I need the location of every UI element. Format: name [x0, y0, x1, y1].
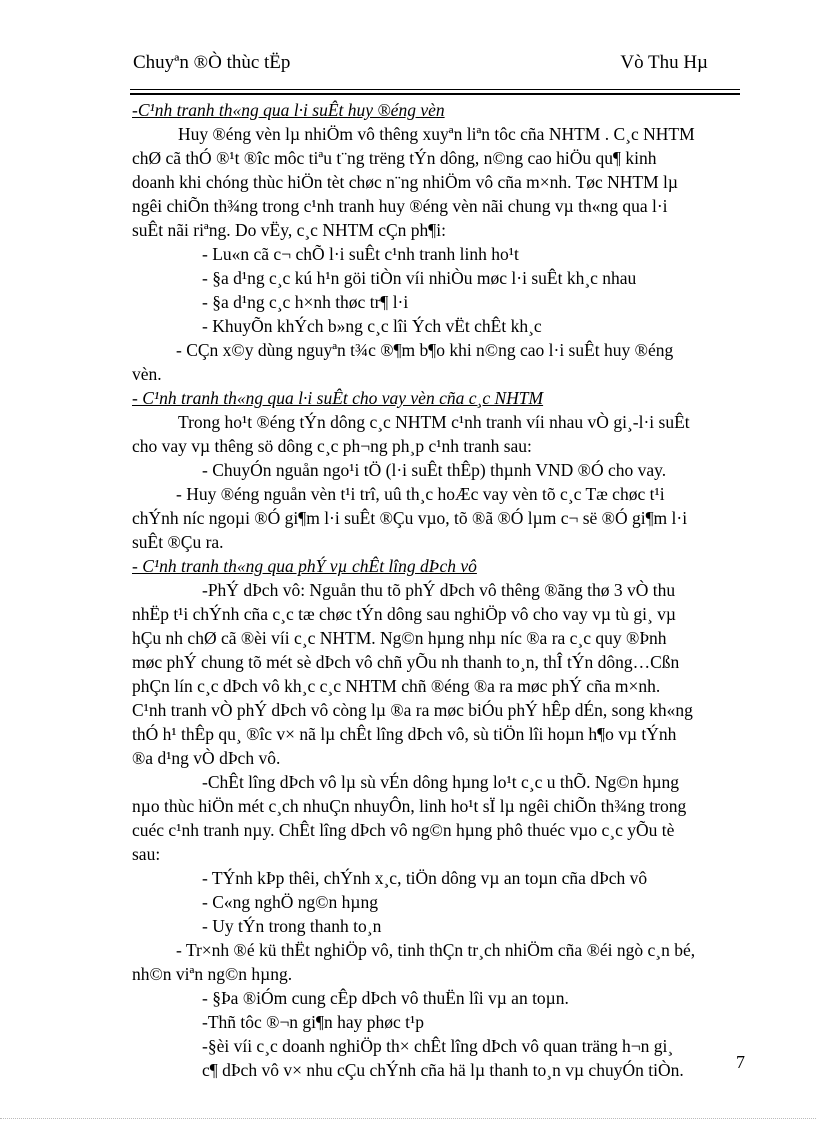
- paragraph-line: nhËp t¹i chÝnh cña c¸c tæ chøc tÝn dông sau nghiÖp vô cho vay vµ tù gi¸ vµ: [132, 604, 676, 624]
- paragraph-line: nh©n viªn ng©n hµng.: [132, 964, 293, 984]
- paragraph-line: sau:: [132, 844, 161, 864]
- list-item: - Lu«n cã c¬ chÕ l·i suÊt c¹nh tranh linh ho¹t: [202, 244, 519, 264]
- paragraph-line: cho vay vµ thêng sö dông c¸c ph¬ng ph¸p c¹nh tranh sau:: [132, 436, 532, 456]
- page-bottom-edge: [0, 1118, 816, 1119]
- list-item: -Thñ tôc ®¬n gi¶n hay phøc t¹p: [202, 1012, 424, 1032]
- section-heading: - C¹nh tranh th«ng qua l·i suÊt cho vay vèn cña c¸c NHTM: [132, 388, 544, 408]
- list-item: - CÇn x©y dùng nguyªn t¾c ®¶m b¶o khi n©ng cao l·i suÊt huy ®éng: [176, 340, 674, 360]
- paragraph-line: c¶ dÞch vô v× nhu cÇu chÝnh cña hä lµ thanh to¸n vµ chuyÓn tiÒn.: [202, 1060, 684, 1080]
- paragraph-line: chÝnh níc ngoµi ®Ó gi¶m l·i suÊt ®Çu vµo, tõ ®ã ®Ó lµm c¬ së ®Ó gi¶m l·i: [132, 508, 688, 528]
- list-item: - KhuyÕn khÝch b»ng c¸c lîi Ých vËt chÊt kh¸c: [202, 316, 542, 336]
- header-title: Chuyªn ®Ò thùc tËp: [133, 52, 291, 73]
- paragraph-line: Huy ®éng vèn lµ nhiÖm vô thêng xuyªn liªn tôc cña NHTM . C¸c NHTM: [178, 124, 695, 144]
- paragraph-line: cuéc c¹nh tranh nµy. ChÊt lîng dÞch vô ng©n hµng phô thuéc vµo c¸c yÕu tè: [132, 820, 675, 840]
- list-item: - ChuyÓn nguån ngo¹i tÖ (l·i suÊt thÊp) thµnh VND ®Ó cho vay.: [202, 460, 667, 480]
- paragraph-line: ngêi chiÕn th¾ng trong c¹nh tranh huy ®éng vèn nãi chung vµ th«ng qua l·i: [132, 196, 668, 216]
- paragraph-line: -ChÊt lîng dÞch vô lµ sù vÉn dông hµng lo¹t c¸c u thÕ. Ng©n hµng: [202, 772, 680, 792]
- paragraph-line: nµo thùc hiÖn mét c¸ch nhuÇn nhuyÔn, linh ho¹t sÏ lµ ngêi chiÕn th¾ng trong: [132, 796, 687, 816]
- list-item: - §Þa ®iÓm cung cÊp dÞch vô thuËn lîi vµ an toµn.: [202, 988, 569, 1008]
- paragraph-line: doanh khi chóng thùc hiÖn tèt chøc n¨ng nhiÖm vô cña m×nh. Tøc NHTM lµ: [132, 172, 678, 192]
- page-number: 7: [736, 1052, 745, 1072]
- header-rule-thick: [130, 93, 740, 95]
- header-author: Vò Thu Hµ: [620, 52, 708, 73]
- paragraph-line: phÇn lín c¸c dÞch vô kh¸c c¸c NHTM chñ ®éng ®a ra møc phÝ cña m×nh.: [132, 676, 661, 696]
- list-item: - TÝnh kÞp thêi, chÝnh x¸c, tiÖn dông vµ an toµn cña dÞch vô: [202, 868, 648, 888]
- section-heading: - C¹nh tranh th«ng qua phÝ vµ chÊt lîng dÞch vô: [132, 556, 477, 576]
- section-heading: -C¹nh tranh th«ng qua l·i suÊt huy ®éng vèn: [132, 100, 445, 120]
- paragraph-line: -PhÝ dÞch vô: Nguån thu tõ phÝ dÞch vô thêng ®ãng thø 3 vÒ thu: [202, 580, 676, 600]
- header-rule-thin: [130, 89, 740, 90]
- list-item: - C«ng nghÖ ng©n hµng: [202, 892, 379, 912]
- paragraph-line: thÓ h¹ thÊp qu¸ ®îc v× nã lµ chÊt lîng dÞch vô, sù tiÖn lîi hoµn h¶o vµ tÝnh: [132, 724, 677, 744]
- list-item: - §a d¹ng c¸c h×nh thøc tr¶ l·i: [202, 292, 409, 312]
- list-item: -§èi víi c¸c doanh nghiÖp th× chÊt lîng dÞch vô quan träng h¬n gi¸: [202, 1036, 674, 1056]
- list-item: - Tr×nh ®é kü thËt nghiÖp vô, tinh thÇn tr¸ch nhiÖm cña ®éi ngò c¸n bé,: [176, 940, 696, 960]
- paragraph-line: Trong ho¹t ®éng tÝn dông c¸c NHTM c¹nh tranh víi nhau vÒ gi¸-l·i suÊt: [178, 412, 690, 432]
- list-item: - Huy ®éng nguån vèn t¹i trî, uû th¸c hoÆc vay vèn tõ c¸c Tæ chøc t¹i: [176, 484, 665, 504]
- paragraph-line: vèn.: [132, 364, 162, 384]
- list-item: - §a d¹ng c¸c kú h¹n göi tiÒn víi nhiÒu møc l·i suÊt kh¸c nhau: [202, 268, 637, 288]
- list-item: - Uy tÝn trong thanh to¸n: [202, 916, 382, 936]
- paragraph-line: C¹nh tranh vÒ phÝ dÞch vô còng lµ ®a ra møc biÓu phÝ hÊp dÉn, song kh«ng: [132, 700, 693, 720]
- paragraph-line: hÇu nh chØ cã ®èi víi c¸c NHTM. Ng©n hµng nhµ níc ®a ra c¸c quy ®Þnh: [132, 628, 667, 648]
- paragraph-line: møc phÝ chung tõ mét sè dÞch vô chñ yÕu nh thanh to¸n, thÎ tÝn dông…Cßn: [132, 652, 680, 672]
- page-body: [132, 98, 738, 1082]
- paragraph-line: chØ cã thÓ ®¹t ®îc môc tiªu t¨ng trëng tÝn dông, n©ng cao hiÖu qu¶ kinh: [132, 148, 657, 168]
- paragraph-line: suÊt ®Çu ra.: [132, 532, 224, 552]
- paragraph-line: suÊt nãi riªng. Do vËy, c¸c NHTM cÇn ph¶i:: [132, 220, 446, 240]
- paragraph-line: ®a d¹ng vÒ dÞch vô.: [132, 748, 281, 768]
